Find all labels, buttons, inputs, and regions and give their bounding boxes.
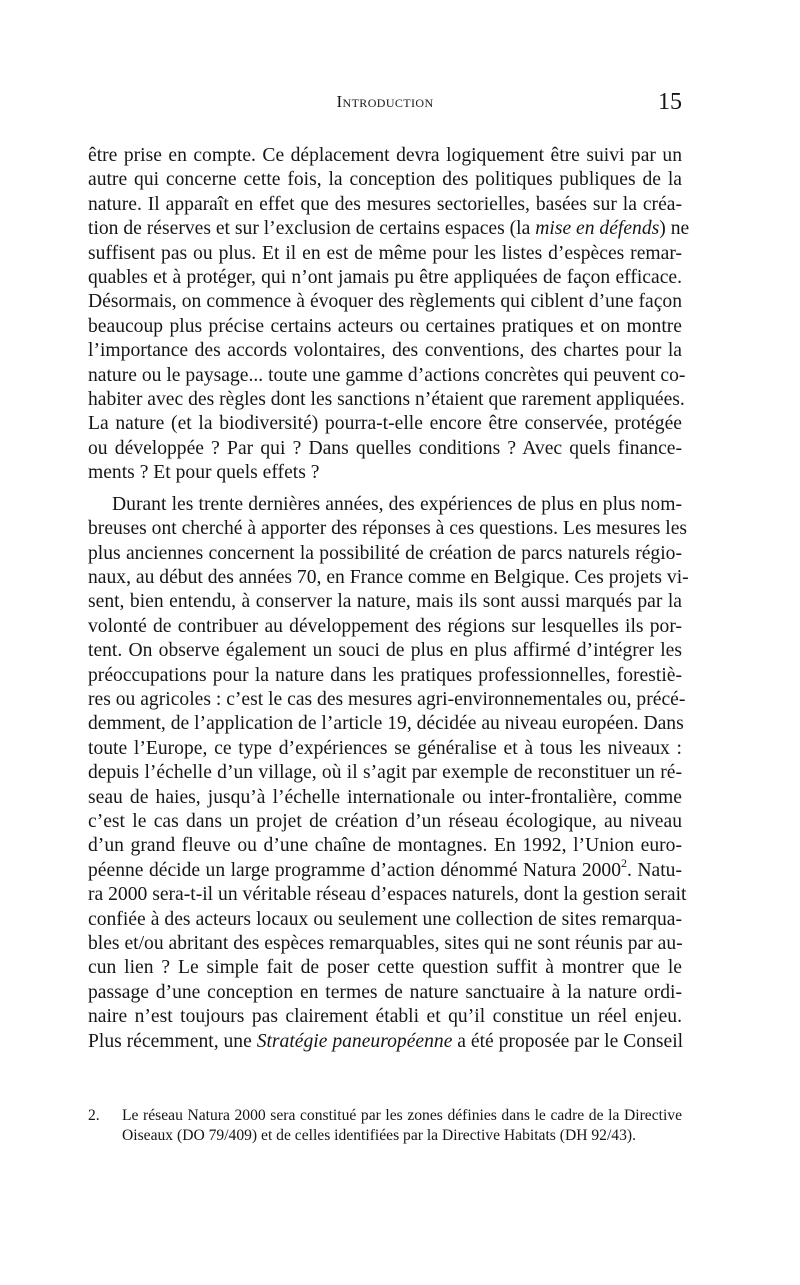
text-line: beaucoup plus précise certains acteurs ou certaines pratiques et on montre xyxy=(88,315,682,337)
text-line xyxy=(88,217,690,241)
text-line: depuis l’échelle d’un village, où il s’agit par exemple de reconstituer un ré- xyxy=(88,762,682,784)
text-line: ou développée ? Par qui ? Dans quelles conditions ? Avec quels finance- xyxy=(88,437,682,459)
text-line: autre qui concerne cette fois, la conception des politiques publiques de la xyxy=(88,169,682,191)
text-line: ra 2000 sera-t-il un véritable réseau d’espaces naturels, dont la gestion serait xyxy=(88,884,687,906)
text-fragment: a été proposée par le Conseil xyxy=(452,1030,684,1052)
text-line: toute l’Europe, ce type d’expériences se généralise et à tous les niveaux : xyxy=(88,737,682,759)
text-line: Désormais, on commence à évoquer des règlements qui ciblent d’une façon xyxy=(88,291,682,313)
footnote-line: Oiseaux (DO 79/409) et de celles identifiées par la Directive Habitats (DH 92/43). xyxy=(122,1126,636,1144)
text-line: être prise en compte. Ce déplacement devra logiquement être suivi par un xyxy=(88,145,682,166)
text-fragment: tion de réserves et sur l’exclusion de certains espaces (la xyxy=(88,218,536,240)
text-line: cun lien ? Le simple fait de poser cette question suffit à montrer que le xyxy=(88,957,682,979)
text-line: l’importance des accords volontaires, des conventions, des chartes pour la xyxy=(88,340,682,362)
text-line: tent. On observe également un souci de plus en plus affirmé d’intégrer les xyxy=(88,640,682,662)
text-line: nature ou le paysage... toute une gamme d’actions concrètes qui peuvent co- xyxy=(88,364,686,386)
text-line: confiée à des acteurs locaux ou seulement une collection de sites remarqua- xyxy=(88,908,682,930)
italic-term: mise en défends xyxy=(535,218,660,240)
text-fragment: Plus récemment, une xyxy=(88,1030,257,1052)
text-line: d’un grand fleuve ou d’une chaîne de montagnes. En 1992, l’Union euro- xyxy=(88,835,682,857)
text-line: seau de haies, jusqu’à l’échelle internationale ou inter-frontalière, comme xyxy=(88,786,682,808)
text-line: naire n’est toujours pas clairement établi et qu’il constitue un réel enjeu. xyxy=(88,1006,682,1028)
body-text xyxy=(88,144,690,1054)
running-header xyxy=(88,89,682,120)
page-number: 15 xyxy=(658,89,682,115)
footnote-number: 2. xyxy=(88,1107,100,1124)
footnote-text xyxy=(122,1106,682,1145)
running-title: Introduction xyxy=(336,92,434,111)
text-line: quables et à protéger, qui n’ont jamais pu être appliquées de façon efficace. xyxy=(88,267,682,289)
text-fragment: péenne décide un large programme d’action dénommé Natura 2000 xyxy=(88,859,622,881)
text-line: passage d’une conception en termes de nature sanctuaire à la nature ordi- xyxy=(88,981,682,1003)
text-line xyxy=(88,856,682,883)
footnote-line: Le réseau Natura 2000 sera constitué par les zones définies dans le cadre de la Directive xyxy=(122,1107,682,1124)
text-line: c’est le cas dans un projet de création d’un réseau écologique, au niveau xyxy=(88,810,682,832)
text-line: nature. Il apparaît en effet que des mesures sectorielles, basées sur la créa- xyxy=(88,193,682,215)
footnote xyxy=(88,1106,682,1145)
text-line: habiter avec des règles dont les sanctions n’étaient que rarement appliquées. xyxy=(88,389,685,411)
text-line xyxy=(88,1030,682,1054)
text-line: bles et/ou abritant des espèces remarquables, sites qui ne sont réunis par au- xyxy=(88,933,683,954)
text-line: plus anciennes concernent la possibilité de création de parcs naturels régio- xyxy=(88,542,682,564)
text-line: sent, bien entendu, à conserver la nature, mais ils sont aussi marqués par la xyxy=(88,591,682,613)
text-line: demment, de l’application de l’article 19, décidée au niveau européen. Dans xyxy=(88,713,684,735)
footnote-reference: 2 xyxy=(621,856,628,871)
text-line: La nature (et la biodiversité) pourra-t-elle encore être conservée, protégée xyxy=(88,413,682,435)
text-line: ments ? Et pour quels effets ? xyxy=(88,462,320,484)
italic-term: Stratégie paneuropéenne xyxy=(256,1030,453,1052)
text-line: Durant les trente dernières années, des expériences de plus en plus nom- xyxy=(112,493,682,515)
text-line: volonté de contribuer au développement des régions sur lesquelles ils por- xyxy=(88,615,682,637)
text-line: res ou agricoles : c’est le cas des mesures agri-environnementales ou, précé- xyxy=(88,688,686,710)
text-fragment: ) ne xyxy=(659,218,690,240)
text-line: naux, au début des années 70, en France comme en Belgique. Ces projets vi- xyxy=(88,566,689,588)
text-fragment: . Natu- xyxy=(627,859,682,881)
text-line: suffisent pas ou plus. Et il en est de même pour les listes d’espèces remar- xyxy=(88,242,682,264)
text-line: préoccupations pour la nature dans les pratiques professionnelles, forestiè- xyxy=(88,664,682,686)
text-line: breuses ont cherché à apporter des réponses à ces questions. Les mesures les xyxy=(88,518,688,540)
